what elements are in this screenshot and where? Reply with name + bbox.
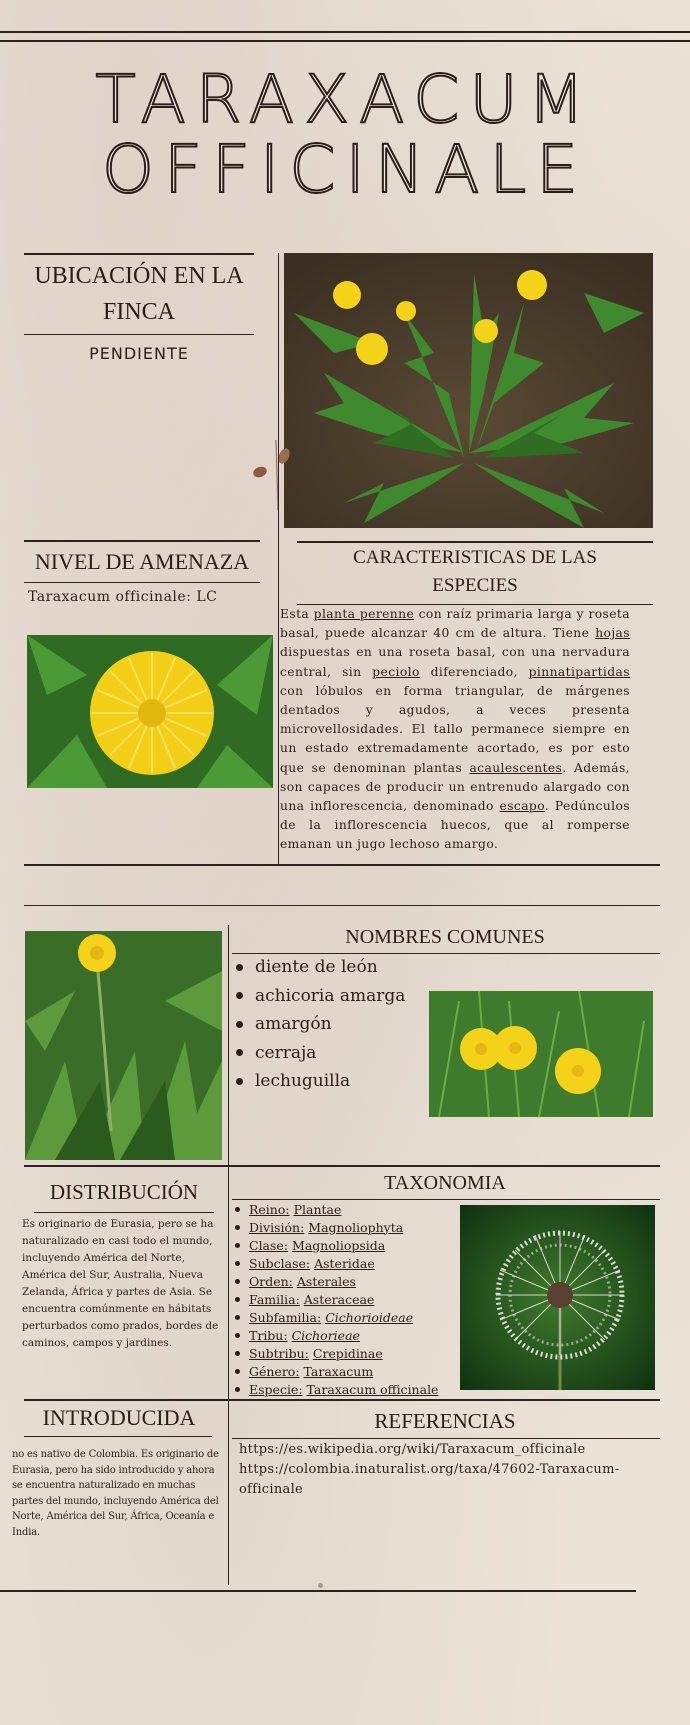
amenaza-value: Taraxacum officinale: LC [28,589,218,605]
distribucion-heading: DISTRIBUCIÓN [49,1180,199,1204]
taxonomia-heading: TAXONOMIA [384,1172,506,1194]
taxon-value[interactable]: Cichorioideae [325,1309,414,1325]
bullet-icon [236,964,243,971]
bottom-rule [0,1590,636,1592]
nombres-list [236,953,405,1096]
taxon-value[interactable]: Asteridae [314,1255,375,1271]
text-part: . Además, son capaces de producir un entrenudo alargado con una inflorescencia, denominado [280,760,630,814]
reference-link-2[interactable]: https://colombia.inaturalist.org/taxa/47602-Taraxacum-officinale [239,1462,620,1497]
leaf-decoration [252,440,292,510]
list-item-label: achicoria amarga [255,985,406,1006]
bullet-icon [236,1078,243,1085]
taxon-label: Orden: [249,1273,293,1289]
dandelion-stem-photo [25,931,222,1160]
taxon-label: Clase: [249,1237,289,1253]
list-item [236,1010,405,1039]
caracteristicas-top-rule [297,541,653,543]
top-rule-2 [0,40,690,42]
caracteristicas-text [280,605,630,855]
bullet-icon [235,1261,240,1266]
list-item [236,953,405,982]
distribucion-text: Es originario de Eurasia, pero se ha naturalizado en casi todo el mundo, incluyendo América del Norte, América del Sur, Australia, Nueva Zelanda, África y partes de Asia. Se encuentra comúnmente en hábitats perturbados como prados, bordes de caminos, campos y jardines. [22,1218,219,1349]
bullet-icon [235,1207,240,1212]
bullet-icon [235,1225,240,1230]
rosette-photo [284,253,653,528]
amenaza-bottom-rule [24,582,260,583]
list-item [235,1326,438,1344]
referencias-bottom-rule [232,1438,660,1439]
taxon-label: Especie: [249,1381,303,1397]
ubicacion-bottom-rule [24,334,254,335]
taxon-label: Subfamilia: [249,1309,322,1325]
text-part: dispuestas en una roseta basal, con una nervadura central, sin [280,645,630,679]
bullet-icon [235,1297,240,1302]
introducida-text: no es nativo de Colombia. Es originario de Eurasia, pero ha sido introducido y ahora se encuentra naturalizado en muchas partes del mundo, incluyendo América del Norte, América del Sur, África, Oceanía e India. [12,1449,219,1538]
taxonomia-list [235,1200,438,1398]
list-item [236,1067,405,1096]
taxon-value[interactable]: Crepidinae [312,1345,383,1361]
taxon-value[interactable]: Plantae [293,1201,342,1217]
bullet-icon [235,1351,240,1356]
section-rule-1 [24,864,660,866]
taxon-value[interactable]: Magnoliophyta [308,1219,404,1235]
taxon-label: Familia: [249,1291,300,1307]
list-item [236,1039,405,1068]
link-planta-perenne[interactable]: planta perenne [313,607,415,621]
flowers-grass-photo [429,991,653,1117]
text-part: . Pedúnculos de la inflorescencia huecos, que al romperse emanan un jugo lechoso amargo. [280,799,631,852]
section-rule-2 [24,905,660,906]
referencias-list [239,1440,639,1500]
list-item [235,1254,438,1272]
bullet-icon [235,1243,240,1248]
taxon-label: División: [249,1219,305,1235]
list-item [235,1290,438,1308]
introducida-heading: INTRODUCIDA [42,1405,196,1430]
bullet-icon [236,992,243,999]
vertical-rule-2 [228,925,229,1585]
taxon-value[interactable]: Cichorieae [291,1327,360,1343]
referencias-heading: REFERENCIAS [374,1409,516,1433]
ubicacion-top-rule [24,253,254,255]
link-hojas[interactable]: hojas [595,626,630,641]
taxon-label: Reino: [249,1201,290,1217]
taxon-value[interactable]: Taraxacum officinale [306,1381,439,1397]
list-item-label: diente de león [255,957,378,978]
top-rule-1 [0,31,690,33]
list-item [235,1236,438,1254]
section-rule-3 [24,1165,660,1167]
bullet-icon [236,1049,243,1056]
caracteristicas-heading: CARACTERISTICAS DE LAS ESPECIES [353,547,597,596]
list-item [235,1200,438,1218]
nombres-heading: NOMBRES COMUNES [345,926,545,948]
taxon-label: Tribu: [249,1327,288,1343]
link-escapo[interactable]: escapo [499,799,545,814]
amenaza-top-rule [24,540,260,542]
text-part: Esta [280,607,314,621]
introducida-bottom-rule [24,1436,212,1437]
taxon-value[interactable]: Asterales [296,1273,356,1289]
link-pinnatipartidas[interactable]: pinnatipartidas [528,664,630,679]
bullet-icon [235,1387,240,1392]
taxon-value[interactable]: Taraxacum [303,1363,374,1379]
vertical-rule-1 [278,253,279,865]
text-part: diferenciado, [419,664,529,679]
list-item [235,1344,438,1362]
ubicacion-value: PENDIENTE [89,344,189,363]
decorative-dot [318,1583,323,1588]
list-item [235,1218,438,1236]
ubicacion-heading: UBICACIÓN EN LA FINCA [34,263,244,325]
text-part: con lóbulos en forma triangular, de márgenes dentados y agudos, a veces presenta microvellosidades. El tallo permanece siempre en un estado extremadamente acortado, es por esto que se denominan plantas [280,683,630,775]
list-item-label: lechuguilla [255,1071,351,1092]
amenaza-heading: NIVEL DE AMENAZA [34,549,250,574]
list-item-label: cerraja [255,1042,317,1063]
taxon-value[interactable]: Magnoliopsida [292,1237,386,1253]
bullet-icon [236,1021,243,1028]
page-title-line1: TARAXACUM [95,61,595,138]
bullet-icon [235,1369,240,1374]
reference-link-1[interactable]: https://es.wikipedia.org/wiki/Taraxacum_officinale [239,1442,586,1457]
section-rule-4 [24,1399,660,1401]
text-part: con raíz primaria larga y roseta basal, puede alcanzar 40 cm de altura. Tiene [280,607,630,641]
list-item [235,1272,438,1290]
list-item [236,982,405,1011]
page-title-line2: OFFICINALE [102,131,588,208]
link-acaulescentes[interactable]: acaulescentes [469,760,563,775]
flower-photo [27,635,273,788]
bullet-icon [235,1279,240,1284]
bullet-icon [235,1315,240,1320]
taxon-label: Subclase: [249,1255,311,1271]
list-item-label: amargón [255,1014,332,1035]
distribucion-bottom-rule [34,1212,214,1213]
link-peciolo[interactable]: peciolo [372,664,420,679]
taxon-value[interactable]: Asteraceae [303,1291,375,1307]
taxon-label: Subtribu: [249,1345,309,1361]
list-item [235,1380,438,1398]
list-item [235,1362,438,1380]
list-item [235,1308,438,1326]
bullet-icon [235,1333,240,1338]
seedhead-photo [460,1205,655,1390]
taxon-label: Género: [249,1363,300,1379]
